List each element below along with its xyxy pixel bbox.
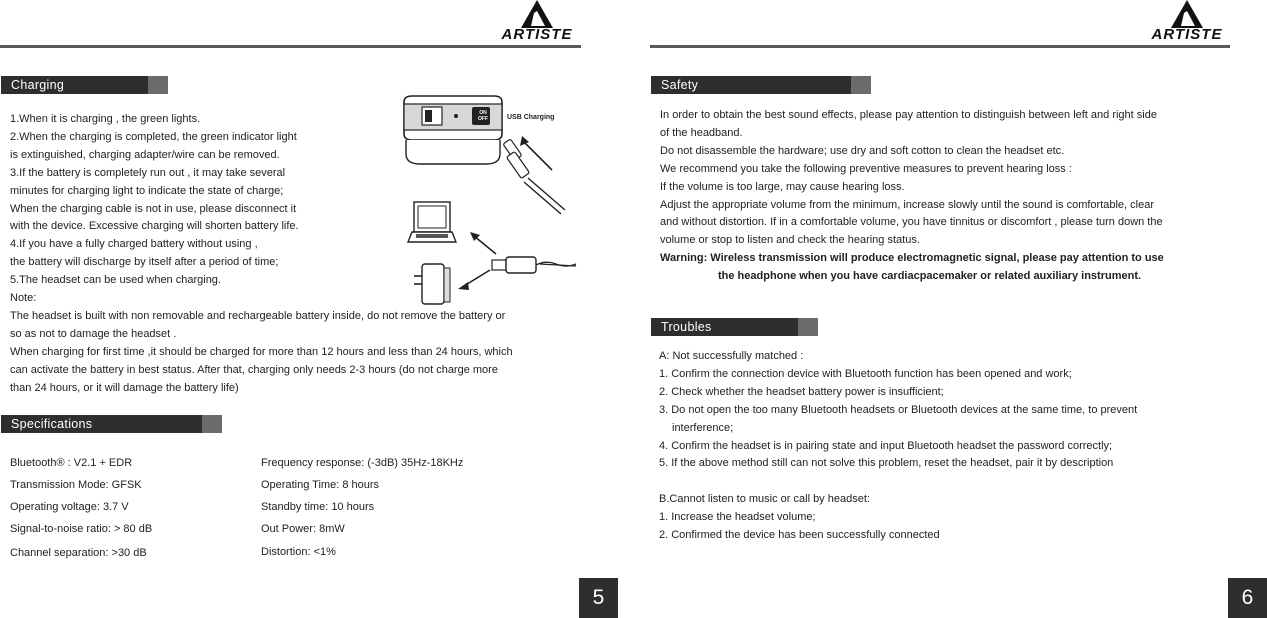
safety-line: Adjust the appropriate volume from the minimum, increase slowly until the sound is comfortable, clear (660, 198, 1155, 211)
section-title: Troubles (661, 320, 712, 334)
safety-line: of the headband. (660, 126, 743, 139)
troubles-item: 5. If the above method still can not solve this problem, reset the headset, pair it by description (659, 457, 1114, 470)
brand-name: ARTISTE (1151, 26, 1223, 43)
onoff-button-labels: ON OFF (478, 110, 488, 122)
safety-warning: Warning: Wireless transmission will produce electromagnetic signal, please pay attention to use (660, 252, 1164, 265)
charging-line: Note: (10, 292, 37, 305)
troubles-text (659, 348, 1137, 545)
section-header-specifications (1, 415, 222, 433)
troubles-item: 2. Check whether the headset battery power is insufficient; (659, 385, 944, 398)
spec-item: Distortion: <1% (261, 546, 336, 558)
wall-adapter-icon (414, 264, 450, 304)
safety-line: and without distortion. If in a comfortable volume, you have tinnitus or discomfort , please turn down the (660, 216, 1163, 229)
charging-diagram (400, 92, 580, 310)
spec-item: Operating voltage: 3.7 V (10, 501, 129, 513)
usb-plug-illustration (492, 257, 576, 273)
spec-item: Out Power: 8mW (261, 523, 345, 535)
header-rule (0, 45, 581, 48)
safety-text (660, 107, 1164, 286)
usb-cable-illustration (503, 139, 565, 214)
troubles-item: 4. Confirm the headset is in pairing state and input Bluetooth headset the password correctly; (659, 439, 1113, 452)
charging-line: so as not to damage the headset . (10, 327, 177, 340)
spec-item: Frequency response: (-3dB) 35Hz-18KHz (261, 457, 464, 469)
spec-item: Channel separation: >30 dB (10, 547, 147, 559)
brand-logo-icon (521, 0, 553, 28)
troubles-item: 1. Confirm the connection device with Bluetooth function has been opened and work; (659, 367, 1072, 380)
brand-logo (495, 0, 579, 44)
troubles-item-cont: interference; (672, 421, 734, 434)
troubles-heading: A: Not successfully matched : (659, 350, 804, 362)
page-number: 6 (1228, 578, 1267, 618)
troubles-item: 3. Do not open the too many Bluetooth headsets or Bluetooth devices at the same time, to prevent (659, 403, 1138, 416)
charging-line: 4.If you have a fully charged battery without using , (10, 238, 258, 251)
charging-line: can activate the battery in best status. After that, charging only needs 2-3 hours (do not charge more (10, 363, 498, 376)
spec-item: Bluetooth® : V2.1 + EDR (10, 457, 133, 469)
page-right (633, 0, 1267, 618)
safety-line: We recommend you take the following preventive measures to prevent hearing loss : (660, 162, 1072, 175)
charging-line: the battery will discharge by itself after a period of time; (10, 256, 279, 269)
charging-line: The headset is built with non removable and rechargeable battery inside, do not remove the battery or (10, 309, 506, 322)
laptop-icon (408, 202, 456, 242)
section-header-safety (651, 76, 871, 94)
section-title: Specifications (11, 417, 93, 431)
spec-item: Transmission Mode: GFSK (10, 479, 142, 491)
page-number: 5 (579, 578, 618, 618)
usb-charging-label: USB Charging (507, 114, 555, 121)
safety-warning-cont: the headphone when you have cardiacpacemaker or related auxiliary instrument. (718, 270, 1142, 283)
troubles-heading: B.Cannot listen to music or call by headset: (659, 493, 870, 506)
page-left (0, 0, 633, 618)
safety-line: volume or stop to listen and check the hearing status. (660, 234, 920, 247)
spec-item: Operating Time: 8 hours (261, 479, 380, 491)
charging-line: 2.When the charging is completed, the green indicator light (10, 130, 297, 143)
header-rule (650, 45, 1230, 48)
charging-line: than 24 hours, or it will damage the battery life) (10, 381, 239, 394)
safety-line: If the volume is too large, may cause hearing loss. (660, 180, 905, 193)
brand-logo-icon (1171, 0, 1203, 28)
charging-line: 1.When it is charging , the green lights. (10, 113, 201, 125)
safety-line: In order to obtain the best sound effects, please pay attention to distinguish between left and right side (660, 109, 1157, 121)
charging-line: with the device. Excessive charging will shorten battery life. (10, 220, 299, 233)
brand-name: ARTISTE (501, 26, 573, 43)
charging-line: minutes for charging light to indicate the state of charge; (10, 184, 284, 197)
spec-item: Standby time: 10 hours (261, 501, 375, 513)
arrow-icon (524, 142, 552, 170)
charging-line: 5.The headset can be used when charging. (10, 274, 221, 287)
arrow-icon (474, 236, 496, 254)
charging-line: When charging for first time ,it should be charged for more than 12 hours and less than 24 hours, which (10, 345, 513, 358)
earcup-illustration (404, 96, 502, 164)
section-title: Charging (11, 78, 65, 92)
spec-item: Signal-to-noise ratio: > 80 dB (10, 523, 153, 535)
safety-line: Do not disassemble the hardware; use dry and soft cotton to clean the headset etc. (660, 144, 1065, 157)
charging-line: 3.If the battery is completely run out , it may take several (10, 166, 286, 179)
troubles-item: 2. Confirmed the device has been successfully connected (659, 529, 940, 542)
troubles-item: 1. Increase the headset volume; (659, 511, 816, 524)
section-title: Safety (661, 78, 699, 92)
section-header-troubles (651, 318, 818, 336)
charging-line: is extinguished, charging adapter/wire can be removed. (10, 148, 280, 161)
section-header-charging (1, 76, 168, 94)
charging-line: When the charging cable is not in use, please disconnect it (10, 202, 297, 215)
brand-logo (1145, 0, 1229, 44)
